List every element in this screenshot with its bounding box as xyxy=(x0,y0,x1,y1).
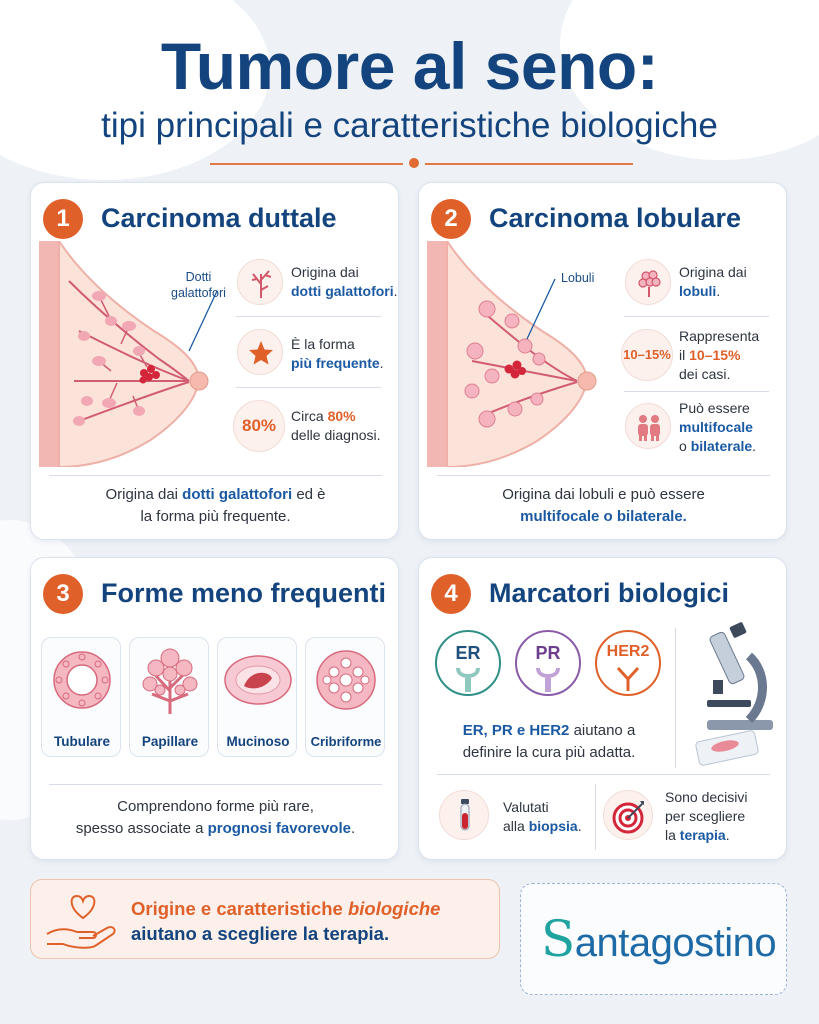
receptor-icon xyxy=(452,666,484,692)
tile-mucinous xyxy=(217,637,297,757)
heart-hand-icon xyxy=(43,888,123,952)
page-title: Tumore al seno: xyxy=(160,29,659,103)
feature-multifocal: Può essere multifocale o bilaterale. xyxy=(679,400,757,454)
brand-logo: Santagostino xyxy=(541,910,777,968)
card-title: Carcinoma lobulare xyxy=(489,203,742,233)
page-subtitle: tipi principali e caratteristiche biologiche xyxy=(101,106,718,145)
card-summary: Comprendono forme più rare, spesso associate a prognosi favorevole. xyxy=(75,798,356,837)
receptor-icon xyxy=(532,666,564,692)
vertical-separator xyxy=(595,784,596,850)
card-title: Carcinoma duttale xyxy=(101,203,337,233)
vertical-separator xyxy=(675,628,676,768)
marker-her2: HER2 xyxy=(595,630,661,696)
mucinous-icon xyxy=(222,650,294,710)
card-lobular-carcinoma xyxy=(418,182,787,540)
tubular-icon xyxy=(50,648,114,712)
receptor-y-icon xyxy=(614,666,642,692)
feature-separator xyxy=(624,316,769,317)
papillary-icon xyxy=(138,646,202,716)
feature-frequency: È la forma più frequente. xyxy=(291,336,384,371)
card-separator xyxy=(49,475,382,476)
feature-origin: Origina dai lobuli. xyxy=(679,264,747,299)
feature-separator xyxy=(236,316,381,317)
title-divider-right xyxy=(425,163,633,165)
cribriform-icon xyxy=(314,648,378,712)
card-summary: Origina dai lobuli e può essere multifocale o bilaterale. xyxy=(502,486,705,525)
target-icon xyxy=(603,790,653,840)
percent-icon: 80% xyxy=(233,400,285,452)
card-separator xyxy=(437,774,770,775)
card-less-frequent-forms xyxy=(30,557,399,860)
microscope-icon xyxy=(687,622,777,772)
anatomy-label: Dotti galattofori xyxy=(171,270,226,300)
card-separator xyxy=(437,475,770,476)
marker-er: ER xyxy=(435,630,501,696)
card-title: Forme meno frequenti xyxy=(101,578,387,608)
card-title: Marcatori biologici xyxy=(489,578,730,608)
banner-text: Origine e caratteristiche biologiche aiutano a scegliere la terapia. xyxy=(131,898,441,944)
feature-separator xyxy=(236,387,381,388)
card-number-badge: 4 xyxy=(431,574,471,614)
lobules-icon xyxy=(625,259,671,305)
conclusion-banner xyxy=(30,879,500,959)
card-separator xyxy=(49,784,382,785)
feature-origin: Origina dai dotti galattofori. xyxy=(291,264,398,299)
ducts-icon xyxy=(237,259,283,305)
tile-label: Mucinoso xyxy=(226,734,290,749)
brand-logo-box xyxy=(520,883,787,995)
title-divider-dot xyxy=(409,158,419,168)
card-summary: Origina dai dotti galattofori ed è la forma più frequente. xyxy=(105,486,326,525)
feature-separator xyxy=(624,391,769,392)
tile-cribriform xyxy=(305,637,385,757)
biopsy-note: Valutati alla biopsia. xyxy=(503,799,582,834)
markers-caption: ER, PR e HER2 aiutano a definire la cura più adatta. xyxy=(462,722,636,761)
card-biological-markers xyxy=(418,557,787,860)
card-number-badge: 3 xyxy=(43,574,83,614)
tile-label: Papillare xyxy=(141,734,199,749)
tile-label: Tubulare xyxy=(53,734,110,749)
card-ductal-carcinoma xyxy=(30,182,399,540)
feature-share: Rappresenta il 10–15% dei casi. xyxy=(679,328,760,382)
percent-icon: 10–15% xyxy=(621,329,673,381)
tile-label: Cribriforme xyxy=(310,734,382,749)
feature-share: Circa 80% delle diagnosi. xyxy=(291,408,381,443)
tile-papillary xyxy=(129,637,209,757)
card-number-badge: 2 xyxy=(431,199,471,239)
marker-pr: PR xyxy=(515,630,581,696)
therapy-note: Sono decisivi per scegliere la terapia. xyxy=(665,789,748,843)
title-divider-left xyxy=(210,163,403,165)
anatomy-label: Lobuli xyxy=(561,271,595,285)
tile-tubular xyxy=(41,637,121,757)
blood-tube-icon xyxy=(439,790,489,840)
people-icon xyxy=(625,403,671,449)
card-number-badge: 1 xyxy=(43,199,83,239)
star-icon xyxy=(237,329,283,375)
